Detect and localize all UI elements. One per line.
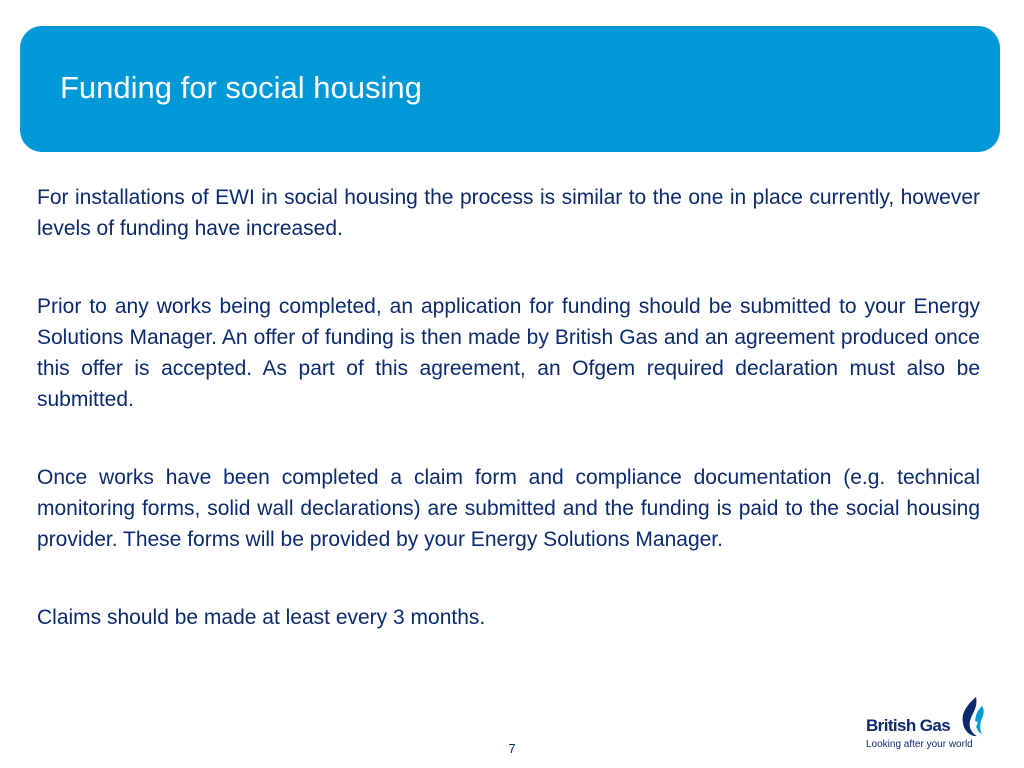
flame-icon (958, 696, 984, 738)
slide-title: Funding for social housing (60, 70, 422, 105)
slide-body (37, 182, 980, 633)
british-gas-logo (864, 696, 988, 758)
logo-name: British Gas (866, 716, 951, 735)
paragraph-process: For installations of EWI in social housing the process is similar to the one in place currently, however levels of funding have increased. (37, 186, 980, 240)
paragraph-frequency: Claims should be made at least every 3 months. (37, 606, 486, 629)
logo-tagline: Looking after your world (866, 739, 973, 750)
paragraph-application: Prior to any works being completed, an application for funding should be submitted to your Energy Solutions Manager. An offer of funding is then made by British Gas and an agreement produced once this offer is accepted. As part of this agreement, an Ofgem required declaration must also be submitted. (37, 295, 980, 411)
paragraph-claim: Once works have been completed a claim form and compliance documentation (e.g. technical monitoring forms, solid wall declarations) are submitted and the funding is paid to the social housing provider. These forms will be provided by your Energy Solutions Manager. (37, 466, 980, 551)
page-number: 7 (508, 741, 516, 756)
title-bar (20, 26, 1000, 152)
